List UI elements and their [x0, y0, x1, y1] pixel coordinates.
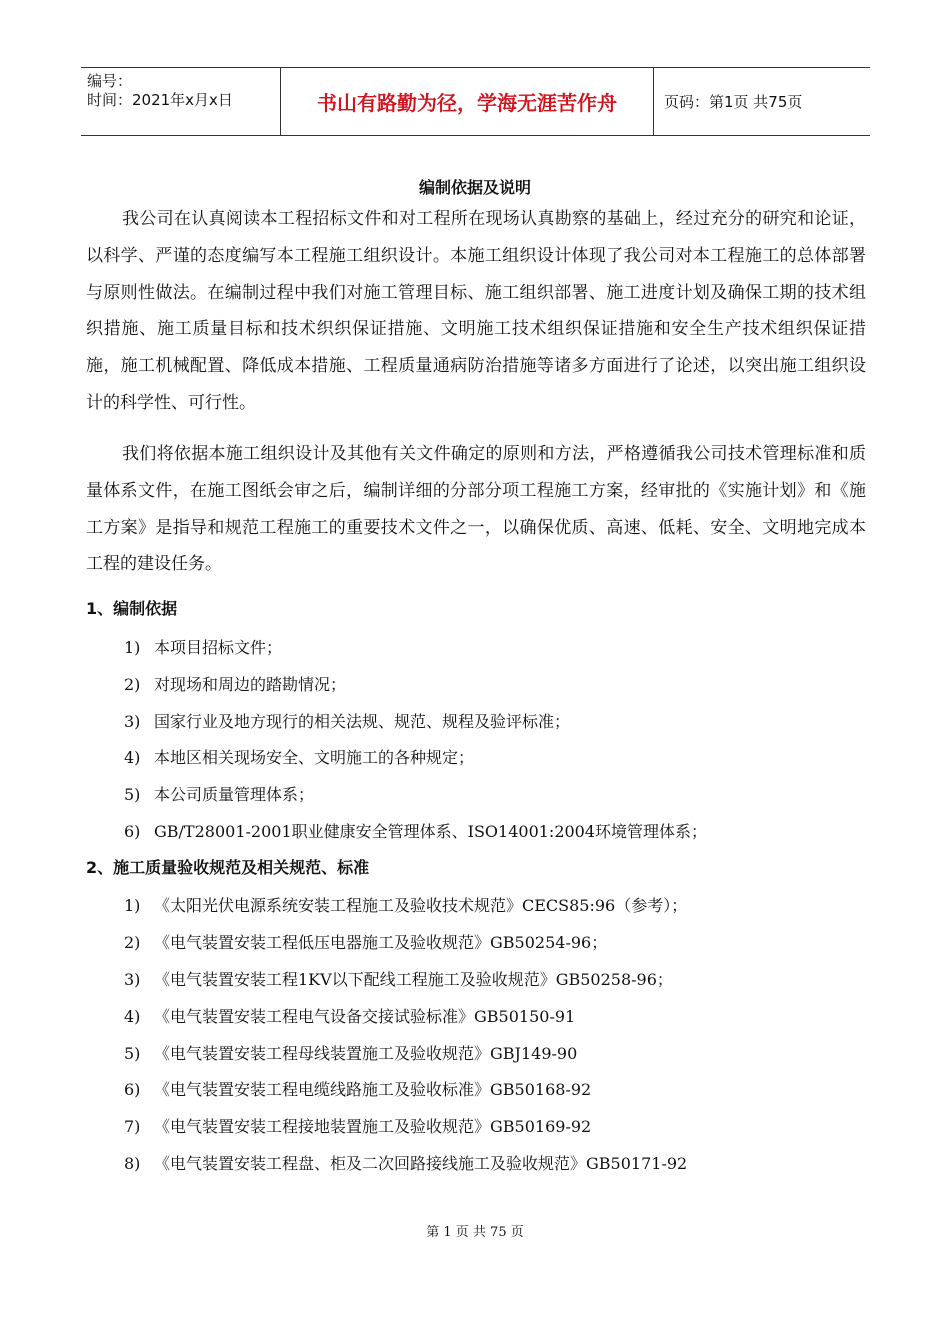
item-text: GB/T28001-2001职业健康安全管理体系、ISO14001:2004环境管理体系；: [154, 822, 708, 841]
intro-paragraph: 我们将依据本施工组织设计及其他有关文件确定的原则和方法，严格遵循我公司技术管理标准和质量体系文件，在施工图纸会审之后，编制详细的分部分项工程施工方案，经审批的《实施计划》和《施工方案》是指导和规范工程施工的重要技术文件之一，以确保优质、高速、低耗、安全、文明地完成本工程的建设任务。: [86, 444, 866, 575]
item-number: 4): [124, 1007, 141, 1026]
item-text: 《电气装置安装工程盘、柜及二次回路接线施工及验收规范》GB50171-92: [154, 1154, 688, 1173]
item-text: 《电气装置安装工程母线装置施工及验收规范》GBJ149-90: [154, 1044, 578, 1063]
document-title: 编制依据及说明: [418, 178, 531, 197]
item-text: 《电气装置安装工程低压电器施工及验收规范》GB50254-96；: [154, 933, 608, 952]
list-item: [124, 819, 707, 842]
header-meta: [81, 68, 281, 135]
item-number: 2): [124, 675, 141, 694]
list-item: [124, 1151, 687, 1174]
item-text: 《太阳光伏电源系统安装工程施工及验收技术规范》CECS85:96（参考）；: [154, 896, 688, 915]
item-text: 本地区相关现场安全、文明施工的各种规定；: [154, 748, 475, 767]
item-text: 《电气装置安装工程电气设备交接试验标准》GB50150-91: [154, 1007, 576, 1026]
list-item: [124, 1004, 575, 1027]
item-text: 《电气装置安装工程接地装置施工及验收规范》GB50169-92: [154, 1117, 592, 1136]
item-number: 8): [124, 1154, 141, 1173]
list-item: [124, 635, 282, 658]
item-text: 本项目招标文件；: [154, 638, 283, 657]
item-number: 3): [124, 970, 141, 989]
list-item: [124, 672, 346, 695]
item-text: 《电气装置安装工程电缆线路施工及验收标准》GB50168-92: [154, 1080, 592, 1099]
list-item: [124, 967, 673, 990]
list-item: [124, 1114, 591, 1137]
item-number: 4): [124, 748, 141, 767]
list-item: [124, 1041, 577, 1064]
list-item: [124, 745, 474, 768]
item-number: 5): [124, 1044, 141, 1063]
item-number: 5): [124, 785, 141, 804]
list-item: [124, 930, 607, 953]
item-number: 1): [124, 896, 141, 915]
page-header: [81, 67, 870, 136]
item-text: 《电气装置安装工程1KV以下配线工程施工及验收规范》GB50258-96；: [154, 970, 673, 989]
item-number: 3): [124, 712, 141, 731]
item-number: 1): [124, 638, 141, 657]
motto: 书山有路勤为径，学海无涯苦作舟: [281, 68, 654, 135]
page-footer: 第 1 页 共 75 页: [426, 1225, 524, 1240]
item-text: 国家行业及地方现行的相关法规、规范、规程及验评标准；: [154, 712, 571, 731]
item-number: 6): [124, 1080, 141, 1099]
section-heading: 2、施工质量验收规范及相关规范、标准: [86, 858, 370, 877]
list-item: [124, 893, 687, 916]
intro-paragraph: 我公司在认真阅读本工程招标文件和对工程所在现场认真勘察的基础上，经过充分的研究和论证，以科学、严谨的态度编写本工程施工组织设计。本施工组织设计体现了我公司对本工程施工的总体部署与原则性做法。在编制过程中我们对施工管理目标、施工组织部署、施工进度计划及确保工期的技术组织措施、施工质量目标和技术织织保证措施、文明施工技术组织保证措施和安全生产技术组织保证措施，施工机械配置、降低成本措施、工程质量通病防治措施等诸多方面进行了论述，以突出施工组织设计的科学性、可行性。: [86, 209, 866, 413]
number-label: 编号：: [87, 72, 133, 90]
item-text: 本公司质量管理体系；: [154, 785, 315, 804]
list-item: [124, 709, 570, 732]
list-item: [124, 782, 314, 805]
item-number: 6): [124, 822, 141, 841]
item-number: 7): [124, 1117, 141, 1136]
list-item: [124, 1077, 591, 1100]
item-number: 2): [124, 933, 141, 952]
page-code: 页码：第1页 共75页: [664, 93, 803, 111]
item-text: 对现场和周边的踏勘情况；: [154, 675, 347, 694]
section-heading: 1、编制依据: [86, 599, 178, 618]
time-label: 时间：2021年x月x日: [87, 91, 233, 109]
